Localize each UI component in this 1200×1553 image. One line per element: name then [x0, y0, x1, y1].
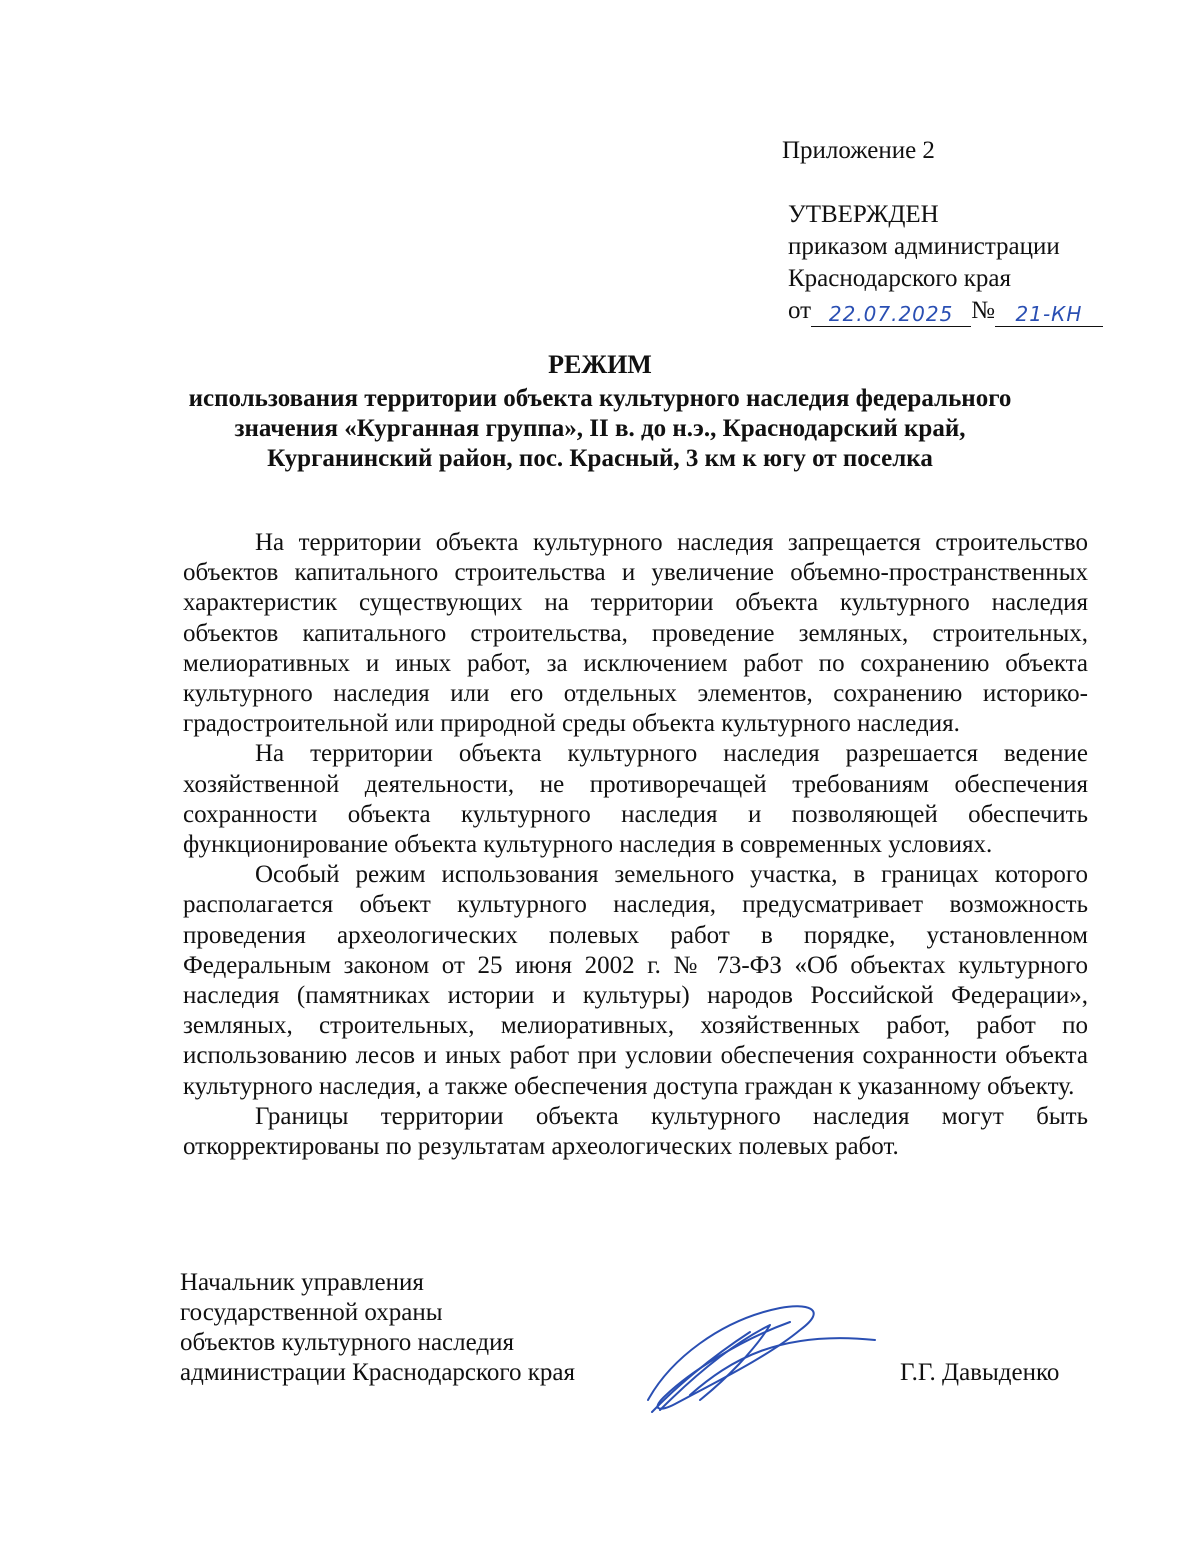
title-line-1: использования территории объекта культурного наследия федерального	[188, 385, 1012, 412]
paragraph-prohibition: На территории объекта культурного наследия запрещается строительство объектов капитального строительства и увеличение объемно-пространственных характеристик существующих на территории объекта культурного наследия объектов капитального строительства, проведение земляных, строительных, мелиоративных и иных работ, за исключением работ по сохранению объекта культурного наследия или его отдельных элементов, сохранению историко-градостроительной или природной среды объекта культурного наследия.	[183, 529, 1088, 738]
signer-position-line-1: Начальник управления	[180, 1269, 424, 1296]
handwritten-date: 22.07.2025	[811, 302, 971, 327]
title-line-3: Курганинский район, пос. Красный, 3 км к югу от поселка	[267, 445, 933, 472]
order-line-1: приказом администрации	[788, 233, 1060, 260]
title-line-2: значения «Курганная группа», II в. до н.э., Краснодарский край,	[234, 415, 966, 442]
signer-position-line-2: государственной охраны	[180, 1299, 443, 1326]
approval-stamp	[788, 199, 1118, 327]
signer-position-line-3: объектов культурного наследия	[180, 1329, 514, 1356]
appendix-label: Приложение 2	[782, 137, 935, 164]
signer-position-line-4: администрации Краснодарского края	[180, 1359, 576, 1386]
paragraph-permission: На территории объекта культурного наследия разрешается ведение хозяйственной деятельности, не противоречащей требованиям обеспечения сохранности объекта культурного наследия и позволяющей обеспечить функционирование объекта культурного наследия в современных условиях.	[183, 740, 1088, 859]
signer-name: Г.Г. Давыденко	[900, 1359, 1060, 1386]
approved-label: УТВЕРЖДЕН	[788, 201, 939, 228]
from-label: от	[788, 297, 812, 324]
title-heading: РЕЖИМ	[548, 350, 652, 379]
handwritten-signature	[630, 1300, 880, 1420]
document-title	[150, 350, 1050, 474]
paragraph-boundaries: Границы территории объекта культурного наследия могут быть откорректированы по результатам археологических полевых работ.	[183, 1102, 1088, 1161]
paragraph-special-regime: Особый режим использования земельного участка, в границах которого располагается объект культурного наследия, предусматривает возможность проведения археологических полевых работ в порядке, установленном Федеральным законом от 25 июня 2002 г. № 73-ФЗ «Об объектах культурного наследия (памятниках истории и культуры) народов Российской Федерации», земляных, строительных, мелиоративных, хозяйственных работ, работ по использованию лесов и иных работ при условии обеспечения сохранности объекта культурного наследия, а также обеспечения доступа граждан к указанному объекту.	[183, 861, 1088, 1100]
document-body	[183, 528, 1088, 1162]
number-label: №	[971, 297, 995, 324]
handwritten-number: 21-КН	[995, 302, 1103, 327]
order-line-2: Краснодарского края	[788, 265, 1011, 292]
order-date-row	[788, 295, 1118, 327]
signature-block	[180, 1268, 575, 1388]
